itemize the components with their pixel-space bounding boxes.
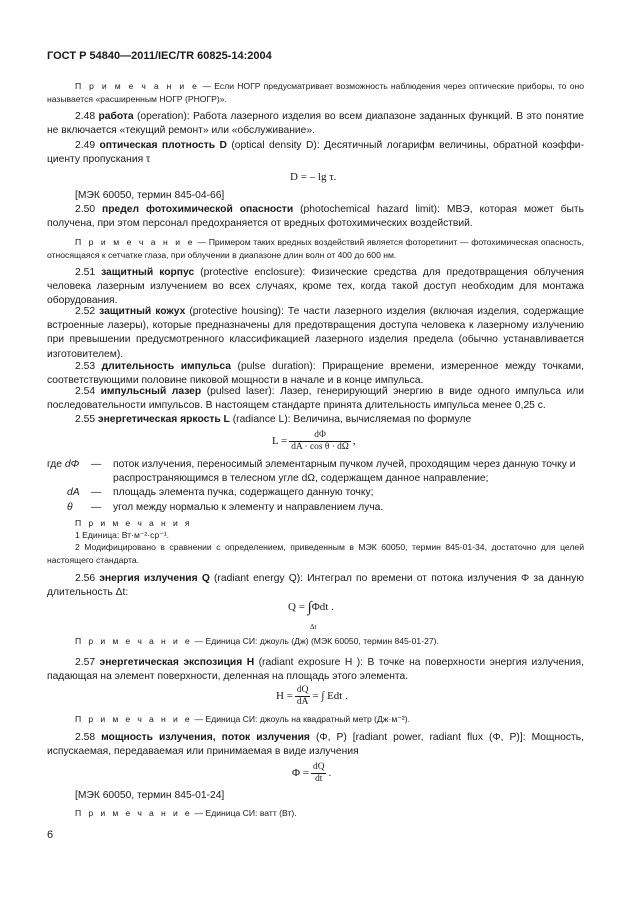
note-text: — Единица СИ: джоуль на квадратный метр (Дж·м⁻²). (192, 714, 410, 724)
note-photoretinitis (47, 236, 584, 261)
formula-radiance: L = $\frac{d\Phi}{\text{dA · cos θ · dΩ}}$ , (272, 430, 356, 452)
clause-number: 2.54 (75, 386, 101, 397)
note-text: — Примером таких вредных воздействий является фоторетинит — фотохимическая опасность, относящаяся к сетчатке глаза, при облучении в диапазоне длин волн от 400 до 600 нм. (47, 237, 584, 260)
note-watt (47, 807, 584, 820)
clause-number: 2.48 (75, 111, 99, 122)
note-2-modified: 2 Модифицировано в сравнении с определением, приведенным в МЭК 60050, термин 845-01-34, достаточно для целей настоящего стандарта. (47, 542, 584, 565)
clause-text: (pulsed laser): Лазер, генерирующий энергию в виде одного импульса или последовательности импульсов. В настоящем стандарте принята длительность импульса менее 0,25 с. (47, 386, 585, 412)
clause-2-57 (47, 656, 584, 684)
clause-number: 2.52 (75, 306, 100, 317)
clause-text: (pulse duration): Приращение времени, измеренное между точками, соответствующими половине пиковой мощности в начале и в конце импульса. (47, 361, 585, 387)
clause-number: 2.50 (75, 204, 102, 215)
note-nogr (47, 80, 584, 105)
legend-row: где dΦ — поток излучения, переносимый элементарным пучком лучей, проходящим через данную точку и распространяющимся в телесном угле dΩ, содержащем данное направление; (47, 459, 576, 485)
formula-radiant-energy: Q = ∫Φdt . (288, 599, 334, 616)
note-label: П р и м е ч а н и е (75, 714, 193, 724)
document-header: ГОСТ Р 54840—2011/IEC/TR 60825-14:2004 (47, 50, 272, 62)
clause-text: (radiant exposure H ): В точке на поверхности энергия излучения, падающая на элемент поверхности, деленная на площадь этого элемента. (47, 657, 584, 683)
clause-term: работа (98, 111, 134, 122)
clause-term: защитный кожух (99, 306, 186, 317)
clause-number: 2.51 (75, 267, 102, 278)
note-joule (47, 635, 584, 648)
note-text: — Единица СИ: ватт (Вт). (192, 808, 297, 818)
clause-number: 2.58 (75, 732, 102, 743)
note-1-unit: 1 Единица: Вт·м⁻²·ср⁻¹. (75, 530, 170, 540)
clause-number: 2.55 (75, 414, 98, 425)
clause-term: предел фотохимической опасности (102, 204, 294, 215)
fraction: $\frac{dQ}{dt}$ (313, 762, 325, 784)
clause-term: мощность излучения, поток излучения (101, 732, 310, 743)
formula-radiant-power: Φ = $\frac{dQ}{dt}$ . (292, 762, 332, 784)
clause-2-52 (47, 305, 584, 362)
legend-row: θ — угол между нормалью к элементу и направлением луча. (67, 501, 384, 513)
clause-2-58 (47, 731, 584, 759)
clause-number: 2.53 (75, 361, 102, 372)
clause-text: (Φ, P) [radiant power, radiant flux (Φ, P)]: Мощность, испускаемая, передаваемая или принимаемая в виде излучения (47, 732, 584, 758)
clause-2-48 (47, 110, 584, 138)
clause-term: энергетическая экспозиция H (99, 657, 255, 668)
clause-text: (operation): Работа лазерного изделия во всем диапазоне заданных функций. В это понятие не включается «текущий ремонт» или «обслуживание». (47, 111, 585, 137)
legend-row: dA — площадь элемента пучка, содержащего данную точку; (67, 487, 374, 499)
clause-number: 2.56 (75, 573, 100, 584)
clause-2-49 (47, 139, 584, 167)
formula-optical-density: D = – lg τ. (290, 171, 337, 183)
clause-term: энергия излучения Q (99, 573, 210, 584)
note-label: П р и м е ч а н и е (75, 808, 193, 818)
clause-term: длительность импульса (101, 361, 231, 372)
clause-term: защитный корпус (101, 267, 195, 278)
clause-text: (radiant energy Q): Интеграл по времени от потока излучения Φ за данную длительность Δt: (47, 573, 584, 599)
clause-number: 2.49 (75, 140, 100, 151)
fraction: $\frac{dQ}{dA}$ (296, 685, 309, 707)
clause-2-51 (47, 266, 584, 309)
clause-number: 2.57 (75, 657, 100, 668)
formula-legend (47, 458, 584, 515)
clause-2-54 (47, 385, 584, 413)
clause-term: энергетическая яркость L (97, 414, 230, 425)
fraction: $\frac{d\Phi}{\text{dA · cos θ · dΩ}}$ (291, 430, 349, 452)
clause-text: (radiance L): Величина, вычисляемая по формуле (229, 414, 472, 425)
note-joule-per-m2 (47, 713, 584, 726)
reference-2-58: [МЭК 60050, термин 845-01-24] (75, 790, 225, 801)
clause-text: (protective enclosure): Физические средства для предотвращения облучения человека лазерным излучением во всех случаях, кроме тех, когда такой доступ необходим для монтажа оборудования. (47, 267, 585, 307)
note-label: П р и м е ч а н и е (75, 237, 195, 247)
note-text: — Если НОГР предусматривает возможность наблюдения через оптические приборы, то оно называется «расширенным НОГР (РНОГР)». (47, 81, 584, 104)
clause-2-50 (47, 203, 584, 231)
formula-radiant-exposure: H = $\frac{dQ}{dA}$ = ∫ Edt . (276, 685, 348, 707)
note-text: — Единица СИ: джоуль (Дж) (МЭК 60050, термин 845-01-27). (192, 636, 439, 646)
clause-text: (photochemical hazard limit): МВЭ, которая может быть получена, при этом персонал предохраняется от вредных фотохимических воздействий. (47, 204, 584, 230)
clause-text: (optical density D): Десятичный логарифм величины, обратной коэффициенту пропускания τ (47, 140, 584, 166)
note-label: П р и м е ч а н и е (75, 636, 193, 646)
reference-2-49: [МЭК 60050, термин 845-04-66] (75, 190, 225, 201)
note-label: П р и м е ч а н и е (75, 81, 200, 91)
integral-limit: Δt (310, 623, 317, 631)
clause-2-55 (47, 413, 584, 427)
clause-2-56 (47, 572, 584, 600)
clause-text: (protective housing): Те части лазерного изделия (включая изделия, содержащие встроенные лазеры), которые предназначены для предотвращения доступа человека к лазерному излучению при превышении предусмотренного классификацией лазерного изделия предела (обычно устанавливается изготовителем). (47, 306, 584, 360)
page-number: 6 (47, 829, 54, 841)
clause-term: оптическая плотность D (99, 140, 227, 151)
notes-label: П р и м е ч а н и я (75, 518, 192, 528)
clause-term: импульсный лазер (100, 386, 202, 397)
